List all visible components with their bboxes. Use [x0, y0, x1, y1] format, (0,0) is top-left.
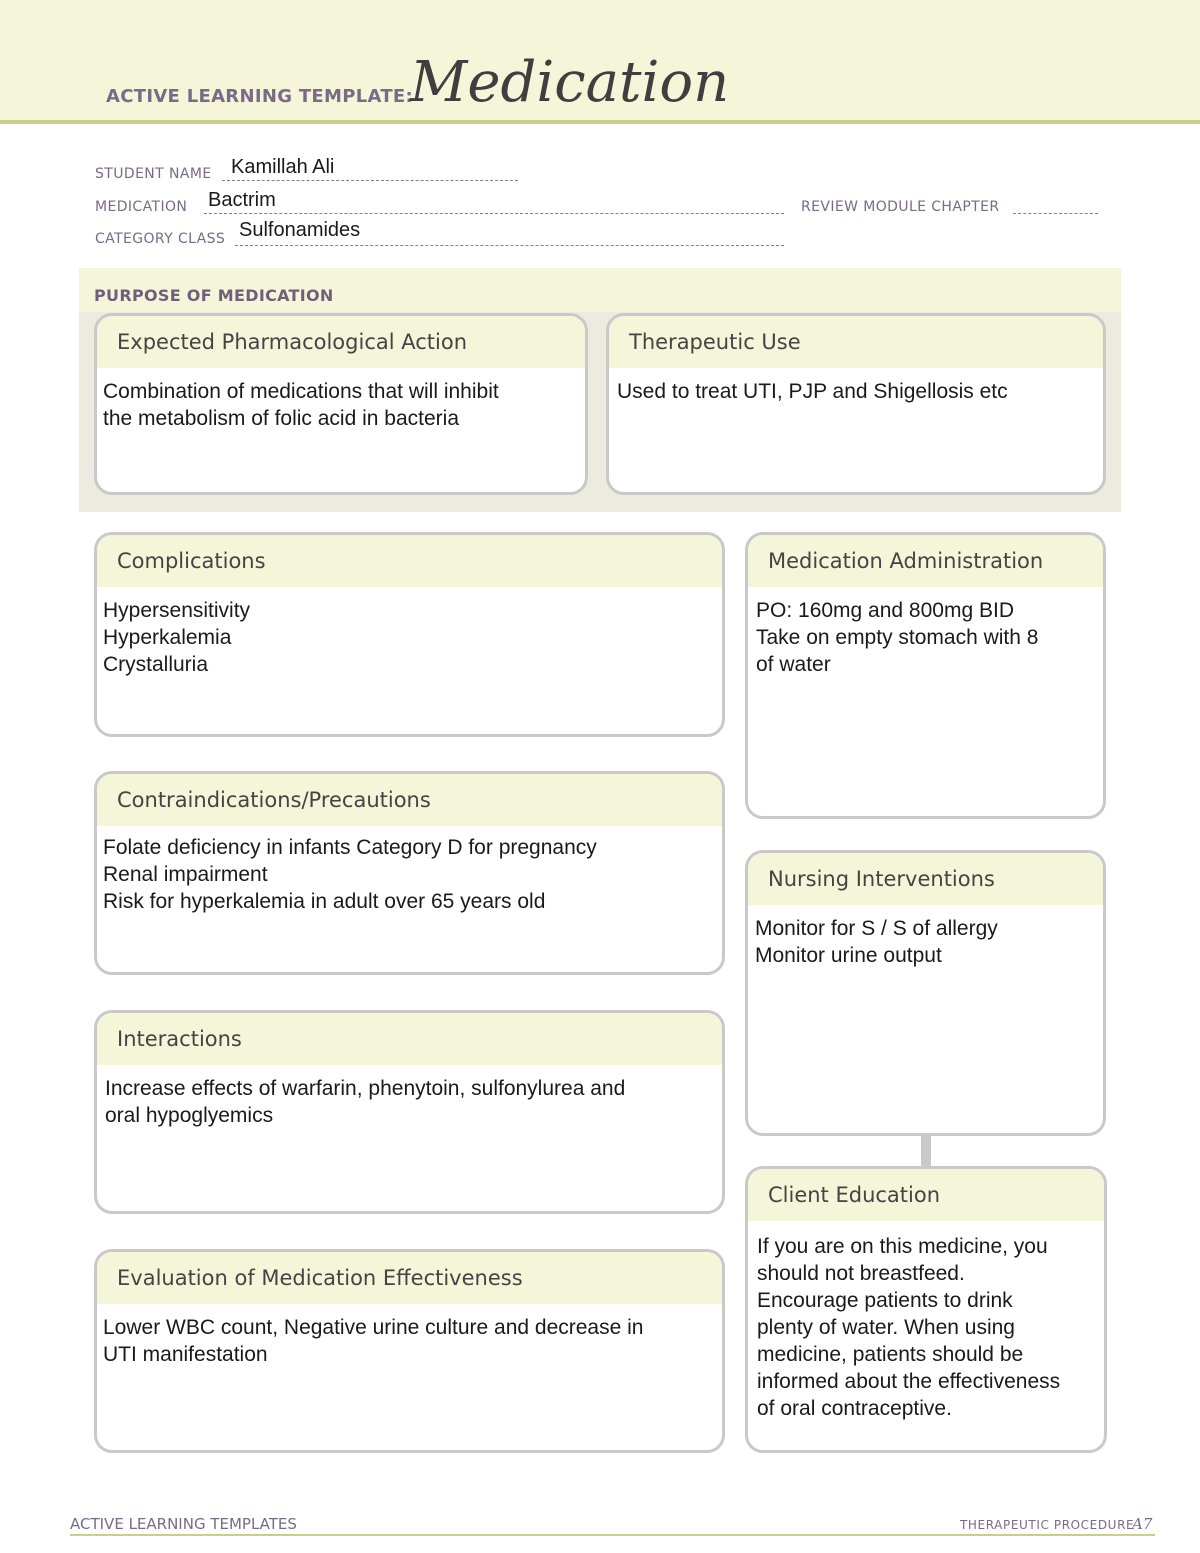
complications-title: Complications: [97, 535, 722, 587]
medication-administration-title: Medication Administration: [748, 535, 1103, 587]
evaluation-title: Evaluation of Medication Effectiveness: [97, 1252, 722, 1304]
nursing-interventions-text[interactable]: Monitor for S / S of allergy Monitor urine output: [755, 917, 998, 967]
review-module-line: [1013, 213, 1098, 214]
medication-administration-box: [745, 532, 1106, 819]
medication-field[interactable]: Bactrim: [208, 189, 276, 211]
header-label: ACTIVE LEARNING TEMPLATE:: [106, 86, 413, 107]
client-education-box: [745, 1166, 1107, 1453]
contraindications-box: [94, 771, 725, 975]
therapeutic-use-title: Therapeutic Use: [609, 316, 1103, 368]
connector-line: [921, 1134, 931, 1168]
student-name-line: [222, 180, 518, 181]
contraindications-title: Contraindications/Precautions: [97, 774, 722, 826]
client-education-title: Client Education: [748, 1169, 1104, 1221]
client-education-text[interactable]: If you are on this medicine, you should not breastfeed. Encourage patients to drink plenty of water. When using medicine, patients should be informed about the effectiveness of oral contraceptive.: [757, 1235, 1061, 1420]
evaluation-text[interactable]: Lower WBC count, Negative urine culture and decrease in UTI manifestation: [103, 1316, 644, 1366]
expected-action-text[interactable]: Combination of medications that will inhibit the metabolism of folic acid in bacteria: [103, 380, 499, 430]
footer-left-text: ACTIVE LEARNING TEMPLATES: [70, 1515, 297, 1533]
expected-action-title: Expected Pharmacological Action: [97, 316, 585, 368]
footer-page-number: A7: [1132, 1515, 1153, 1533]
contraindications-text[interactable]: Folate deficiency in infants Category D for pregnancy Renal impairment Risk for hyperkalemia in adult over 65 years old: [103, 836, 597, 913]
therapeutic-use-box: [606, 313, 1106, 495]
category-class-field[interactable]: Sulfonamides: [239, 219, 361, 241]
medication-label: MEDICATION: [95, 199, 188, 215]
interactions-box: [94, 1010, 725, 1214]
nursing-interventions-box: [745, 850, 1106, 1136]
nursing-interventions-title: Nursing Interventions: [748, 853, 1103, 905]
purpose-label: PURPOSE OF MEDICATION: [94, 286, 334, 305]
complications-text[interactable]: Hypersensitivity Hyperkalemia Crystalluria: [103, 599, 251, 676]
medication-administration-text[interactable]: PO: 160mg and 800mg BID Take on empty stomach with 8 of water: [756, 599, 1039, 676]
expected-action-box: [94, 313, 588, 495]
complications-box: [94, 532, 725, 737]
interactions-title: Interactions: [97, 1013, 722, 1065]
student-name-field[interactable]: Kamillah Ali: [231, 156, 335, 178]
footer-right-text: THERAPEUTIC PROCEDURE: [960, 1518, 1135, 1532]
student-name-label: STUDENT NAME: [95, 166, 212, 182]
evaluation-box: [94, 1249, 725, 1453]
category-class-label: CATEGORY CLASS: [95, 231, 226, 247]
category-class-line: [235, 245, 784, 246]
footer-divider: [70, 1534, 1155, 1536]
review-module-label: REVIEW MODULE CHAPTER: [801, 199, 1000, 215]
medication-line: [204, 213, 784, 214]
interactions-text[interactable]: Increase effects of warfarin, phenytoin, sulfonylurea and oral hypoglyemics: [105, 1077, 626, 1127]
page-title: Medication: [410, 50, 730, 115]
therapeutic-use-text[interactable]: Used to treat UTI, PJP and Shigellosis etc: [617, 380, 1008, 403]
